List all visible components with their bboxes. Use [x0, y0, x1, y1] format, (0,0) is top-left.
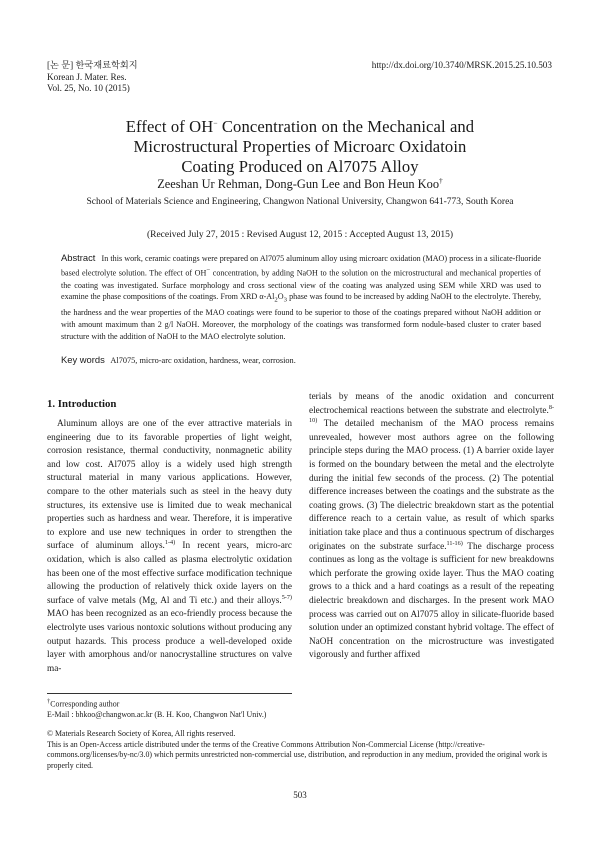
doi-link[interactable]: http://dx.doi.org/10.3740/MRSK.2015.25.10.503: [371, 60, 552, 70]
intro-paragraph-continued: [309, 391, 554, 663]
corresponding-mark: †: [439, 175, 443, 185]
journal-english-name: Korean J. Mater. Res.: [47, 71, 127, 82]
author-names: Zeeshan Ur Rehman, Dong-Gun Lee and Bon Heun Koo: [157, 177, 440, 191]
title-line3: Coating Produced on Al7075 Alloy: [181, 157, 419, 176]
abstract-text-d: phase was found to be increased by adding NaOH to the electrolyte. Thereby, the hardness and the wear properties of the MAO coatings were found to be superior to those of the coatings prepared without NaOH addition or with amount maximum than 2 g/l NaOH. Moreover, the morphology of the coatings was transformed form nodule-based cluster to crater based structure with the addition of NaOH to the MAO electrolyte solution.: [61, 292, 541, 341]
author-list: [60, 177, 540, 192]
email-note: E-Mail : bhkoo@changwon.ac.kr (B. H. Koo, Changwon Nat'l Univ.): [47, 710, 267, 720]
keywords-text: Al7075, micro-arc oxidation, hardness, wear, corrosion.: [110, 356, 296, 365]
abstract-label: Abstract: [61, 252, 96, 263]
footnote-divider: [47, 693, 292, 694]
copyright-note: © Materials Research Society of Korea, All rights reserved.: [47, 729, 236, 739]
corresponding-footnote-mark: †: [47, 698, 51, 705]
intro-text-e: The detailed mechanism of the MAO process remains unrevealed, however most authors agree on the following principle steps during the MAO process. (1) A barrier oxide layer is formed on the boundary between the metal and the electrolyte during the initial few seconds of the process. (2) The potential difference increases between the coatings and the substrate as the coating grows. (3) The dielectric breakdown start as the potential difference reach to a certain value, as result of which sparks initiation take place and thus a continuous spectrum of discharges originates on the substrate surface.: [309, 419, 554, 552]
intro-text-b: In recent years, micro-arc oxidation, which is also called as plasma electrolytic oxidation has been one of the most effective surface modification technique allowing the production of relatively thick oxide layers on the surface of valve metals (Mg, Al and Ti etc.) and their alloys.: [47, 541, 292, 606]
intro-text-a: Aluminum alloys are one of the ever attractive materials in engineering due to its favorable properties of light weight, corrosion resistance, thermal conductivity, nonmagnetic ability and low cost. Al7075 alloy is a widely used high strength structural material in many various applications. However, compare to the other materials such as steel in the heavy duty structures, its extensive use is limited due to weak mechanical properties such as hardness and wear. Therefore, it is imperative to explore and use new techniques in order to strengthen the surface of aluminum alloys.: [47, 419, 292, 552]
citation: 5-7): [281, 593, 292, 601]
footnotes: [47, 697, 553, 772]
title-line1-post: Concentration on the Mechanical and: [217, 117, 475, 136]
keywords: [61, 354, 541, 367]
intro-text-d: terials by means of the anodic oxidation and concurrent electrochemical reactions between the substrate and electrolyte.: [309, 392, 554, 416]
section-heading-introduction: 1. Introduction: [47, 398, 117, 410]
intro-text-c: MAO has been recognized as an eco-friendly process because the electrolyte uses various nontoxic solutions without producing any output hazards. This process produce a well-developed oxide layer with amorphous and/or nanocrystalline structures on valve ma-: [47, 609, 292, 674]
title-line2: Microstructural Properties of Microarc Oxidatoin: [133, 137, 467, 156]
journal-volume: Vol. 25, No. 10 (2015): [47, 83, 130, 93]
corresponding-author-label: Corresponding author: [50, 699, 120, 709]
abstract-text-a: In this work, ceramic coatings were prepared on Al7075 aluminum alloy using microarc oxidation (MAO) process in a silicate-fluoride based electrolyte solution. The effect of OH: [61, 254, 541, 278]
abstract-sub2: 3: [283, 297, 287, 305]
abstract-text-c: O: [277, 292, 284, 302]
right-column: [309, 391, 554, 663]
left-column: [47, 418, 292, 676]
citation: 1-4): [164, 539, 176, 547]
journal-korean-name: [논 문] 한국재료학회지: [47, 60, 138, 70]
title-line1-pre: Effect of OH: [125, 117, 214, 136]
intro-text-f: The discharge process continues as long as the voltage is sufficient for new breakdowns which perforate the growing oxide layer. Thus the MAO coating grows to a thick and a hard coatings as a result of the repeating dielectric breakdown and discharges. In the present work MAO process was carried out on Al7075 alloy in silicate-fluoride based solution under an optimized constant hybrid voltage. The effect of NaOH concentration on the microstructure was investigated vigorously and further affixed: [309, 541, 554, 661]
corresponding-author-note: [47, 697, 553, 710]
affiliation: School of Materials Science and Engineering, Changwon National University, Changwon 641-773, South Korea: [86, 197, 514, 207]
abstract: [61, 252, 541, 343]
journal-header: [47, 60, 138, 95]
page-number: 503: [293, 790, 307, 800]
paper-title: [60, 117, 540, 177]
intro-paragraph-1: [47, 418, 292, 676]
abstract-sub1: 2: [274, 297, 278, 305]
license-note: This is an Open-Access article distributed under the terms of the Creative Commons Attribution Non-Commercial License (http://creative-commons.org/licenses/by-nc/3.0) which permits unrestricted non-commercial use, distribution, and reproduction in any medium, provided the original work is properly cited.: [47, 739, 548, 771]
received-dates: (Received July 27, 2015 : Revised August 12, 2015 : Accepted August 13, 2015): [146, 230, 454, 240]
citation: 8-10): [309, 403, 554, 425]
citation: 11-16): [446, 539, 463, 547]
keywords-label: Key words: [61, 354, 105, 365]
abstract-text-b: concentration, by adding NaOH to the solution on the microstructural and mechanical properties of the coating was investigated. Surface morphology and cross sectional view of the coating was analyzed using SEM while XRD was used to examine the phase compositions of the coatings. From XRD α-Al: [61, 268, 541, 302]
title-superscript: −: [213, 118, 218, 128]
abstract-sup: −: [206, 266, 211, 274]
